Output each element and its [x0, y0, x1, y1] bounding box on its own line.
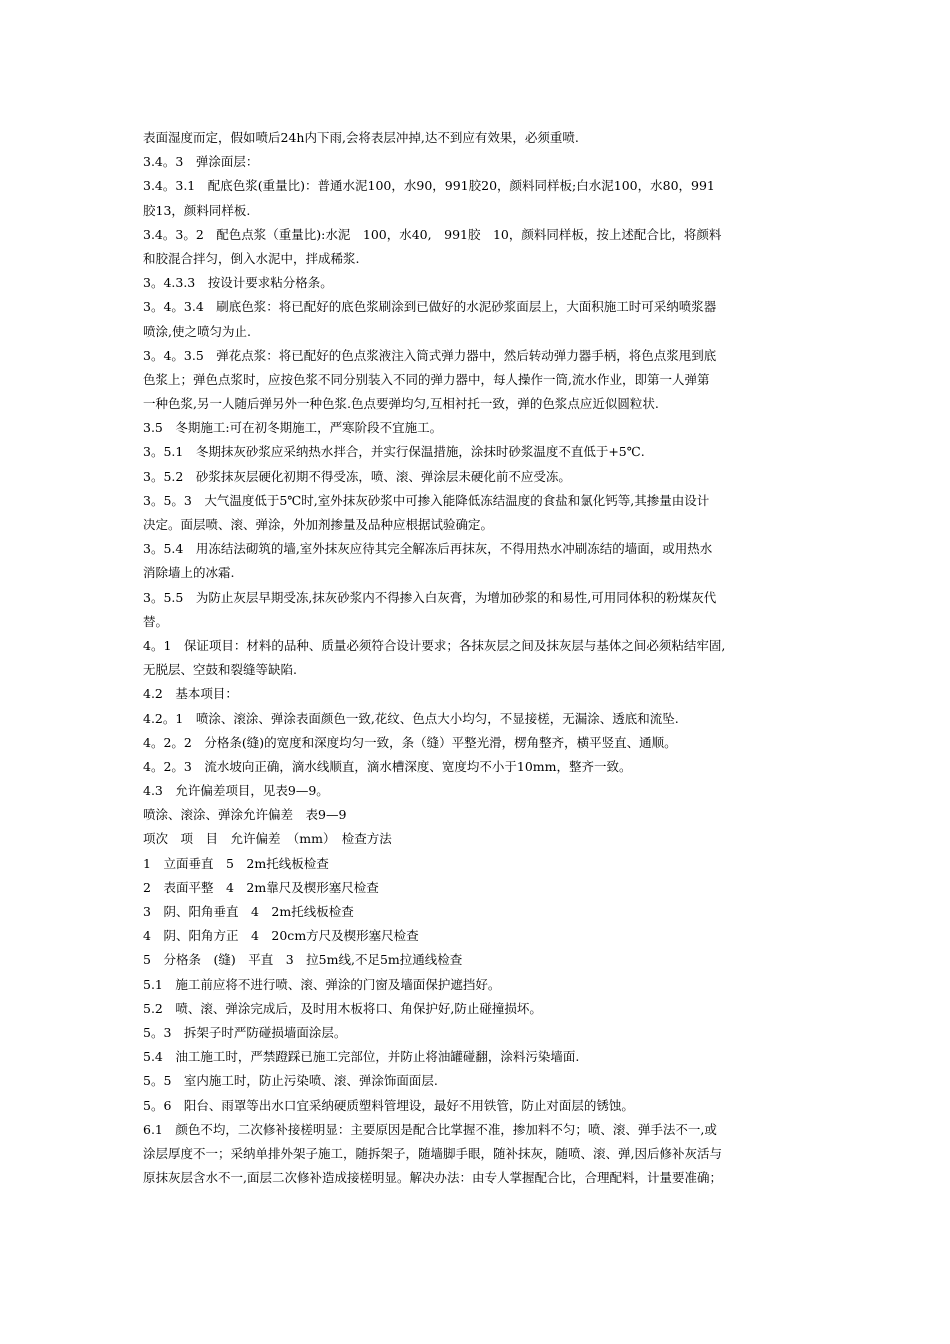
text-line: 4。1 保证项目：材料的品种、质量必须符合设计要求；各抹灰层之间及抹灰层与基体之间必须粘结牢固, [143, 637, 726, 653]
text-line: 5。5 室内施工时，防止污染喷、滚、弹涂饰面面层. [143, 1073, 438, 1089]
text-line: 表面湿度而定，假如喷后24h内下雨,会将表层冲掉,达不到应有效果，必须重喷. [143, 130, 579, 145]
text-line: 5。3 拆架子时严防碰损墙面涂层。 [143, 1024, 347, 1040]
table-row: 1 立面垂直 5 2m托线板检查 [143, 855, 329, 871]
text-line: 5.4 油工施工时，严禁蹬踩已施工完部位，并防止将油罐碰翻，涂料污染墙面. [143, 1049, 580, 1065]
text-line: 消除墙上的冰霜. [143, 565, 235, 581]
text-line: 和胶混合拌匀，倒入水泥中，拌成稀浆. [143, 250, 360, 266]
text-line: 6.1 颜色不均，二次修补接槎明显：主要原因是配合比掌握不准，掺加料不匀；喷、滚、弹手法不一,或 [143, 1121, 717, 1137]
text-line: 5.2 喷、滚、弹涂完成后，及时用木板将口、角保护好,防止碰撞损坏。 [143, 1000, 542, 1016]
table-row: 4 阴、阳角方正 4 20cm方尺及楔形塞尺检查 [143, 928, 419, 944]
text-line: 无脱层、空鼓和裂缝等缺陷. [143, 662, 297, 678]
table-title: 喷涂、滚涂、弹涂允许偏差 表9—9 [143, 807, 347, 823]
text-line: 涂层厚度不一；采纳单排外架子施工，随拆架子，随墙脚手眼，随补抹灰，随喷、滚、弹,因后修补灰活与 [143, 1145, 722, 1161]
table-row: 3 阴、阳角垂直 4 2m托线板检查 [143, 904, 354, 919]
text-line: 4.3 允许偏差项目，见表9—9。 [143, 783, 329, 799]
text-line: 原抹灰层含水不一,面层二次修补造成接槎明显。解决办法：由专人掌握配合比，合理配料，计量要准确； [143, 1170, 722, 1186]
text-line: 4。2。2 分格条(缝)的宽度和深度均匀一致，条（缝）平整光滑，楞角整齐，横平竖直、通顺。 [143, 734, 677, 750]
table-row: 2 表面平整 4 2m靠尺及楔形塞尺检查 [143, 879, 379, 895]
text-line: 3.4。3.1 配底色浆(重量比)：普通水泥100，水90，991胶20，颜料同样板;白水泥100，水80，991 [143, 178, 715, 194]
table-header: 项次 项 目 允许偏差 （mm） 检查方法 [143, 831, 392, 847]
text-line: 3.4。3。2 配色点浆（重量比):水泥 100，水40, 991胶 10，颜料同样板，按上述配合比，将颜料 [143, 226, 722, 242]
text-line: 3。5.1 冬期抹灰砂浆应采纳热水拌合，并实行保温措施，涂抹时砂浆温度不直低于+5℃. [143, 444, 645, 460]
text-line: 3。4。3.4 刷底色浆：将已配好的底色浆刷涂到已做好的水泥砂浆面层上，大面积施工时可采纳喷浆器 [143, 299, 717, 315]
text-line: 一种色浆,另一人随后弹另外一种色浆.色点要弹均匀,互相衬托一致，弹的色浆点应近似圆粒状. [143, 396, 659, 412]
text-line: 3。5。3 大气温度低于5℃时,室外抹灰砂浆中可掺入能降低冻结温度的食盐和氯化钙等,其掺量由设计 [143, 492, 710, 508]
text-line: 3.4。3 弹涂面层： [143, 154, 259, 170]
table-row: 5 分格条 (缝) 平直 3 拉5m线,不足5m拉通线检查 [143, 952, 463, 968]
text-line: 决定。面层喷、滚、弹涂，外加剂掺量及品种应根据试验确定。 [143, 517, 494, 532]
text-line: 3。4.3.3 按设计要求粘分格条。 [143, 275, 333, 291]
text-line: 色浆上；弹色点浆时，应按色浆不同分别装入不同的弹力器中，每人操作一筒,流水作业，即第一人弹第 [143, 371, 710, 387]
text-line: 3。5.5 为防止灰层早期受冻,抹灰砂浆内不得掺入白灰膏，为增加砂浆的和易性,可用同体积的粉煤灰代 [143, 589, 717, 605]
text-line: 3.5 冬期施工:可在初冬期施工，严寒阶段不宜施工。 [143, 420, 443, 436]
text-line: 胶13，颜料同样板. [143, 202, 251, 218]
text-line: 5.1 施工前应将不进行喷、滚、弹涂的门窗及墙面保护遮挡好。 [143, 976, 501, 992]
text-line: 3。5.2 砂浆抹灰层硬化初期不得受冻，喷、滚、弹涂层未硬化前不应受冻。 [143, 468, 571, 484]
text-line: 4.2 基本项目： [143, 686, 238, 702]
text-line: 4.2。1 喷涂、滚涂、弹涂表面颜色一致,花纹、色点大小均匀，不显接槎，无漏涂、透底和流坠. [143, 710, 679, 726]
text-line: 3。5.4 用冻结法砌筑的墙,室外抹灰应待其完全解冻后再抹灰，不得用热水冲刷冻结的墙面，或用热水 [143, 541, 713, 557]
text-line: 喷涂,使之喷匀为止. [143, 323, 251, 339]
text-line: 5。6 阳台、雨罩等出水口宜采纳硬质塑料管埋设，最好不用铁管，防止对面层的锈蚀。 [143, 1097, 634, 1113]
text-line: 替。 [143, 613, 169, 629]
text-line: 3。4。3.5 弹花点浆：将已配好的色点浆液注入筒式弹力器中，然后转动弹力器手柄，将色点浆甩到底 [143, 347, 717, 363]
text-line: 4。2。3 流水坡向正确，滴水线顺直，滴水槽深度、宽度均不小于10mm，整齐一致。 [143, 758, 632, 774]
document-body [143, 126, 815, 1190]
